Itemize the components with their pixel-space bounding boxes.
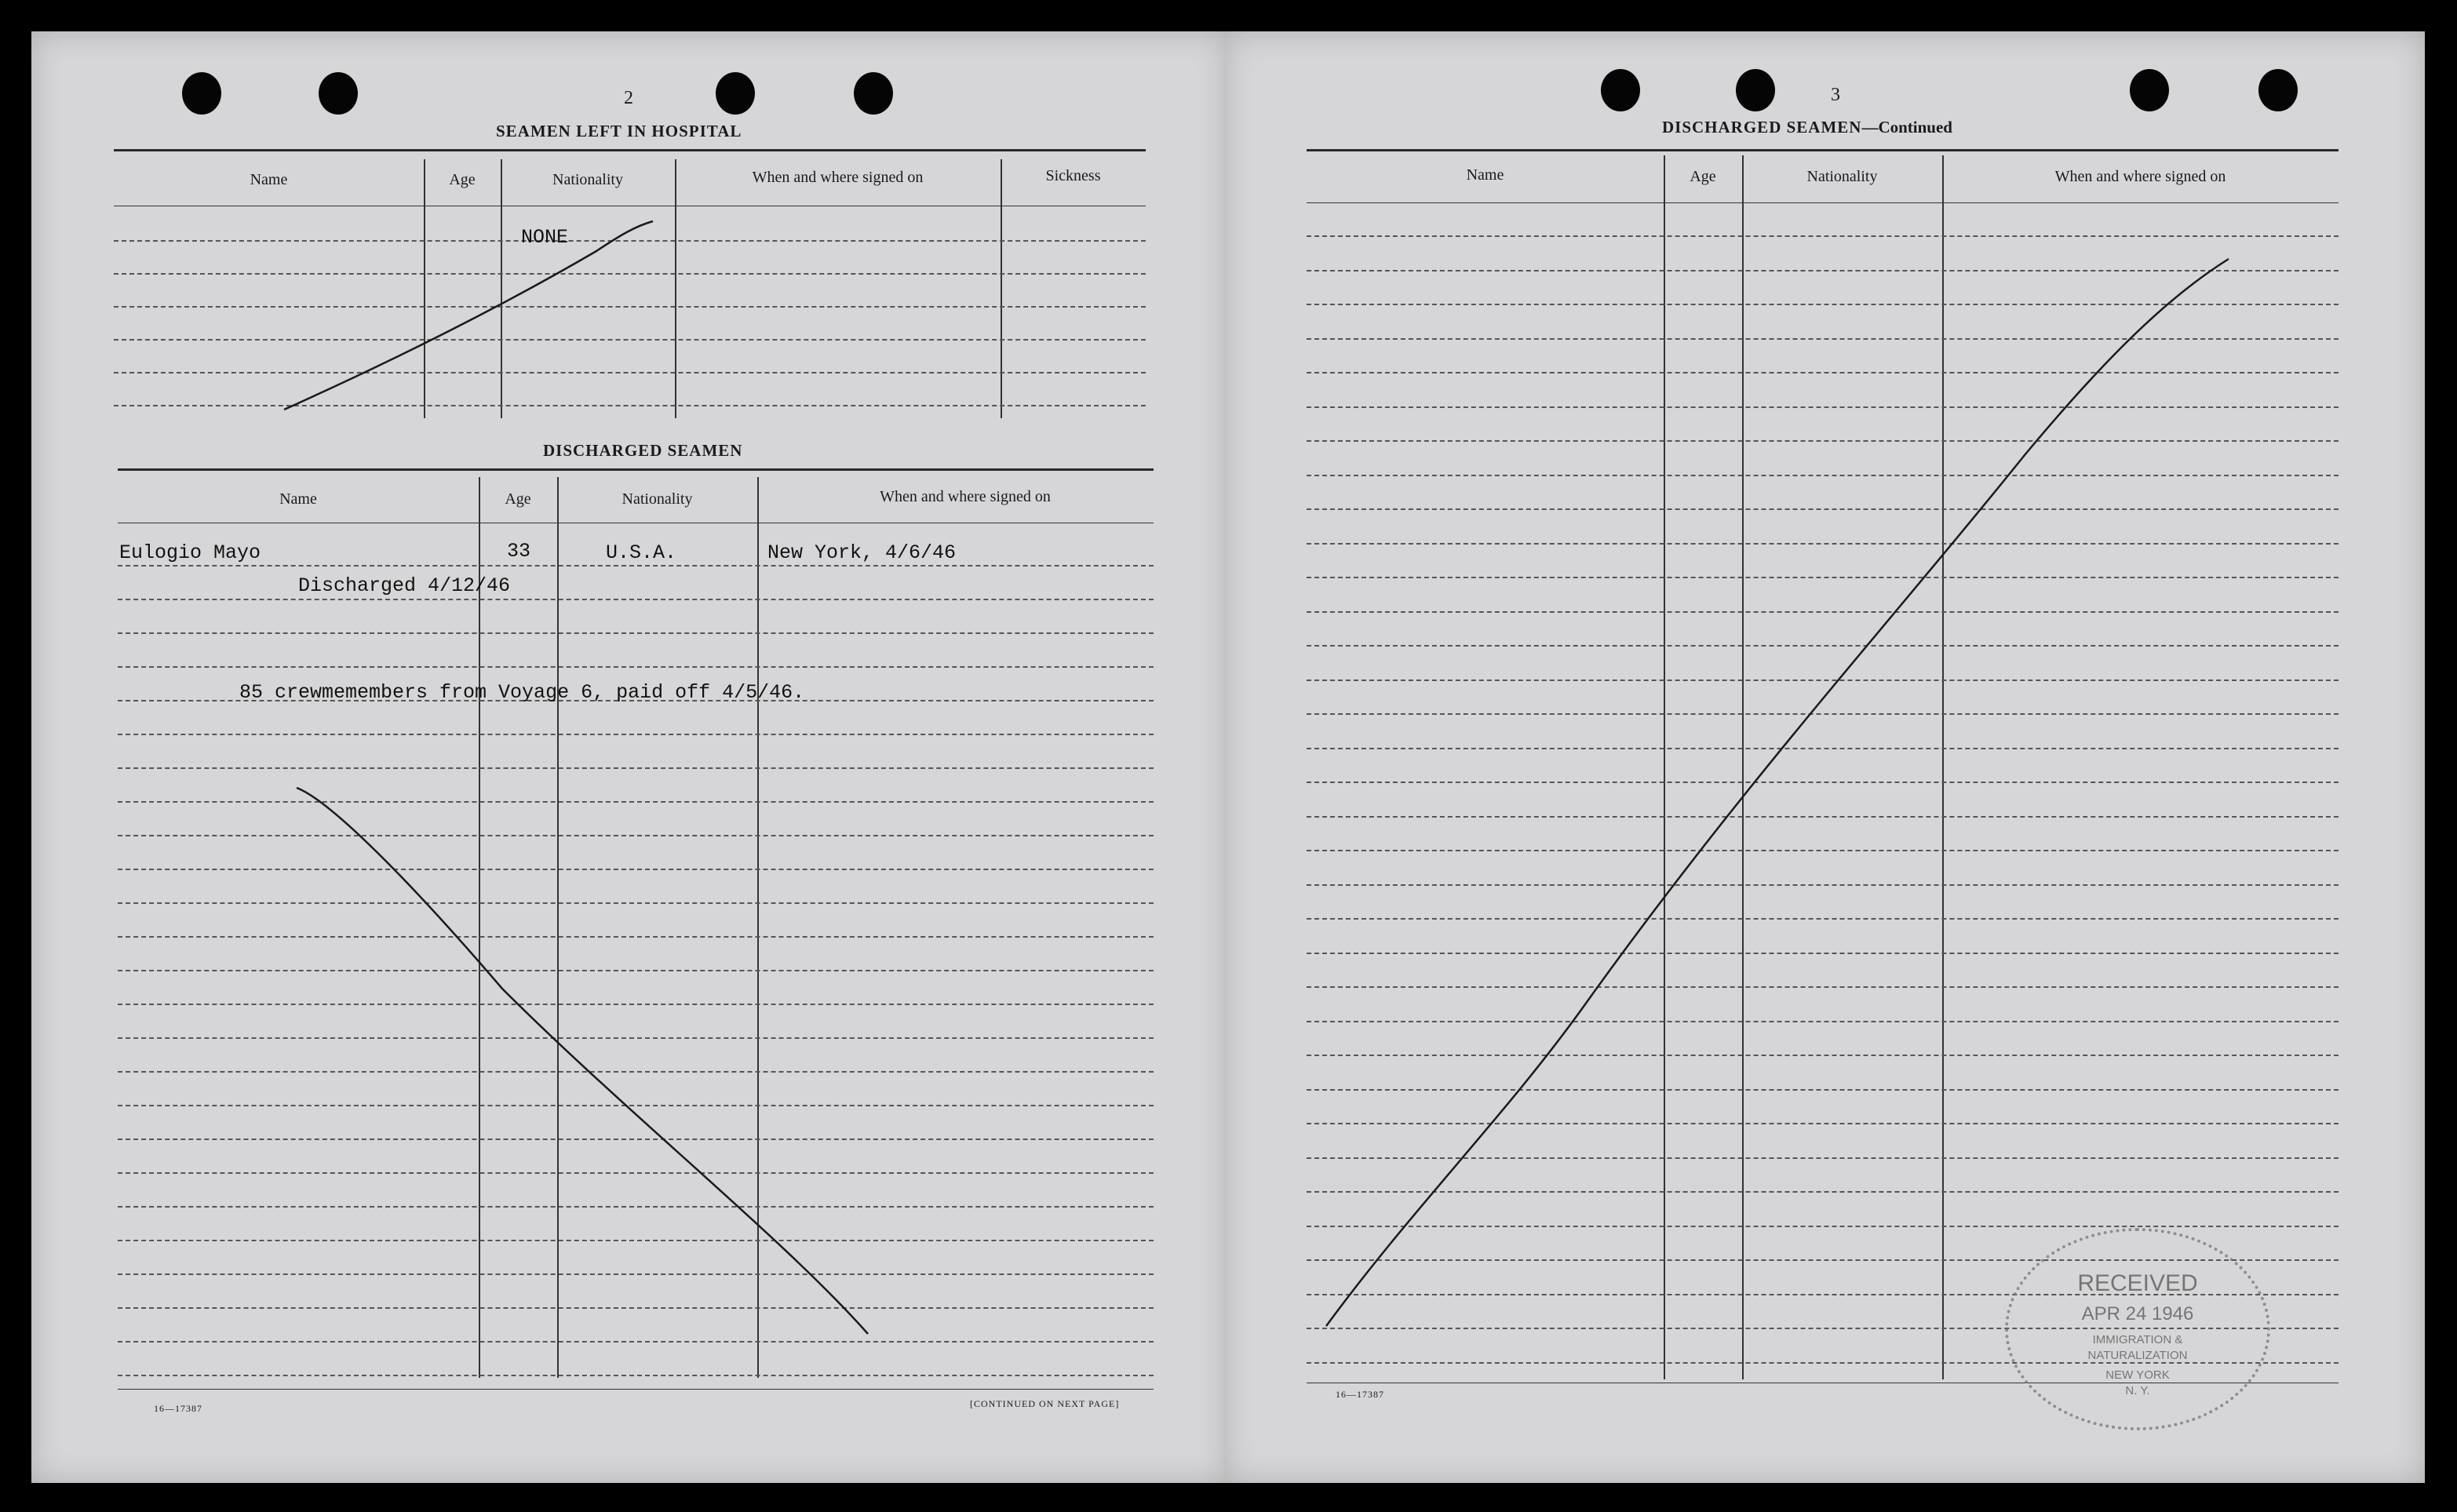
discharged-col-age: Age xyxy=(505,490,531,508)
page-number: 2 xyxy=(624,88,633,108)
page-number: 3 xyxy=(1831,85,1840,105)
stamp-line: RECEIVED xyxy=(2077,1270,2198,1296)
discharged-section-title: DISCHARGED SEAMEN xyxy=(543,441,743,460)
stamp-line: NATURALIZATION xyxy=(2087,1349,2188,1362)
stamp-line: NEW YORK xyxy=(2105,1368,2170,1382)
form-number: 16—17387 xyxy=(154,1403,202,1414)
seaman-age: 33 xyxy=(507,540,531,563)
seaman-nationality: U.S.A. xyxy=(606,541,677,564)
hospital-col-name: Name xyxy=(250,171,288,188)
right-col-signed-on: When and where signed on xyxy=(2054,168,2226,185)
discharged-col-name: Name xyxy=(279,490,317,508)
continued-note: [CONTINUED ON NEXT PAGE] xyxy=(970,1398,1120,1409)
right-col-nationality: Nationality xyxy=(1806,168,1878,185)
right-col-name: Name xyxy=(1466,166,1504,184)
hospital-col-sickness: Sickness xyxy=(1045,167,1101,184)
right-title-main: DISCHARGED SEAMEN xyxy=(1662,118,1862,137)
right-title-suffix: —Continued xyxy=(1861,118,1952,137)
hospital-strike-line xyxy=(284,221,653,410)
hospital-col-nationality: Nationality xyxy=(552,171,623,188)
seaman-signed-on: New York, 4/6/46 xyxy=(767,541,957,564)
hospital-section-title: SEAMEN LEFT IN HOSPITAL xyxy=(496,122,742,140)
stamp-line: IMMIGRATION & xyxy=(2092,1333,2183,1346)
discharged-col-signed-on: When and where signed on xyxy=(880,488,1051,505)
received-stamp xyxy=(2005,1228,2270,1430)
right-col-age: Age xyxy=(1690,168,1716,185)
form-number: 16—17387 xyxy=(1336,1389,1384,1400)
stamp-line: N. Y. xyxy=(2125,1384,2150,1397)
discharged-strike-line xyxy=(297,788,868,1334)
discharged-col-nationality: Nationality xyxy=(622,490,693,508)
hospital-none-entry: NONE xyxy=(521,226,569,249)
stamp-line: APR 24 1946 xyxy=(2081,1303,2194,1324)
seaman-name: Eulogio Mayo xyxy=(119,541,261,564)
discharge-note: Discharged 4/12/46 xyxy=(298,574,511,597)
hospital-col-age: Age xyxy=(449,171,476,188)
hospital-col-signed-on: When and where signed on xyxy=(752,169,924,186)
right-page-strike-line xyxy=(1326,259,2229,1326)
crew-note: 85 crewmemembers from Voyage 6, paid off 4/5/46. xyxy=(239,681,805,704)
